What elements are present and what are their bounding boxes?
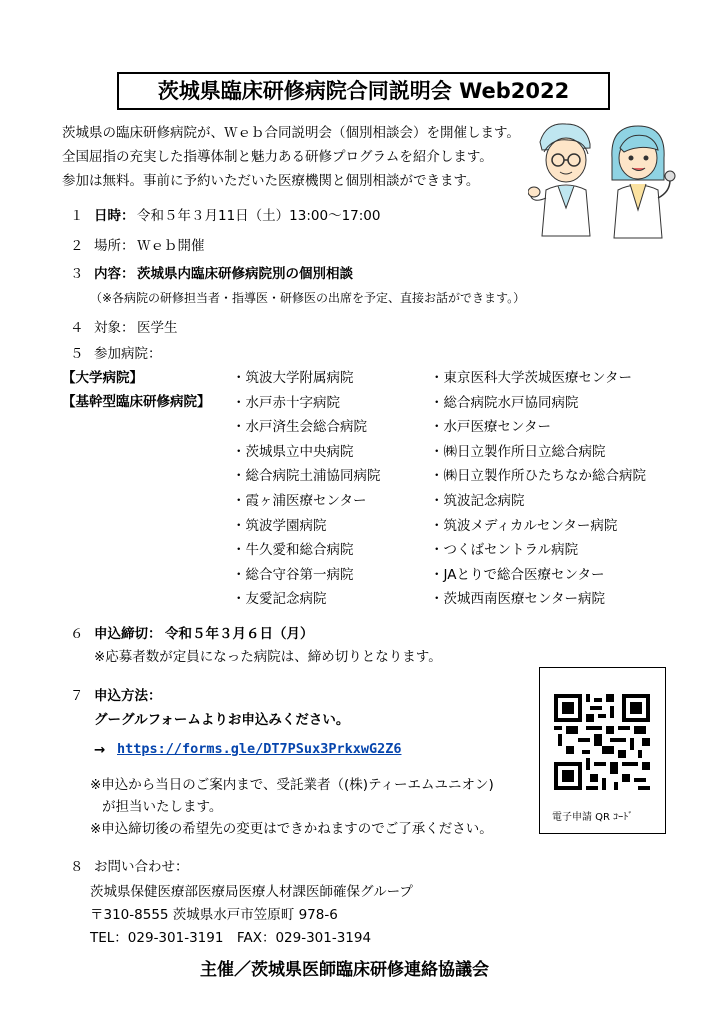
hospital-item: ・筑波学園病院 bbox=[232, 517, 327, 534]
intro-line-1: 茨城県の臨床研修病院が、Ｗｅｂ合同説明会（個別相談会）を開催します。 bbox=[62, 125, 520, 141]
hospital-column-2 bbox=[430, 369, 646, 615]
item-2-number: ２ bbox=[70, 238, 84, 254]
item-7-note-2: が担当いたします。 bbox=[102, 799, 223, 815]
item-1-label: 日時： bbox=[94, 208, 135, 224]
hospital-item: ・筑波メディカルセンター病院 bbox=[430, 517, 618, 534]
hospital-item: ・水戸赤十字病院 bbox=[232, 394, 340, 411]
hospital-item: ・筑波大学附属病院 bbox=[232, 370, 354, 386]
item-8-label: お問い合わせ： bbox=[94, 859, 189, 875]
hospital-item: ・総合病院水戸協同病院 bbox=[430, 394, 579, 411]
organizer: 主催／茨城県医師臨床研修連絡協議会 bbox=[200, 960, 489, 980]
contact-address: 〒310-8555 茨城県水戸市笠原町 978-6 bbox=[90, 907, 338, 923]
hospital-item: ・総合守谷第一病院 bbox=[232, 566, 354, 583]
hospital-item: ・水戸医療センター bbox=[430, 419, 551, 436]
intro-line-2: 全国屈指の充実した指導体制と魅力ある研修プログラムを紹介します。 bbox=[62, 149, 493, 165]
category-university: 【大学病院】 bbox=[62, 370, 143, 386]
item-2-value: Ｗｅｂ開催 bbox=[137, 238, 205, 254]
hospital-item: ・㈱日立製作所日立総合病院 bbox=[430, 443, 606, 460]
page-title: 茨城県臨床研修病院合同説明会 Web2022 bbox=[117, 72, 610, 110]
item-5-number: ５ bbox=[70, 346, 84, 362]
hospital-column-1 bbox=[232, 369, 381, 615]
item-1-number: １ bbox=[70, 208, 84, 224]
hospital-item: ・友愛記念病院 bbox=[232, 591, 327, 608]
hospital-item: ・茨城西南医療センター病院 bbox=[430, 591, 605, 608]
intro-line-3: 参加は無料。事前に予約いただいた医療機関と個別相談ができます。 bbox=[62, 173, 480, 189]
item-8-number: ８ bbox=[70, 859, 84, 875]
qr-code[interactable] bbox=[554, 694, 650, 794]
contact-phone-fax: TEL：029-301-3191 FAX：029-301-3194 bbox=[90, 930, 372, 946]
item-3-number: ３ bbox=[70, 266, 84, 282]
item-6-number: ６ bbox=[70, 626, 84, 642]
qr-caption: 電子申請 QR ｺｰﾄﾞ bbox=[552, 812, 634, 823]
contact-department: 茨城県保健医療部医療局医療人材課医師確保グループ bbox=[90, 884, 413, 900]
hospital-item: ・筑波記念病院 bbox=[430, 492, 525, 509]
item-4-value: 医学生 bbox=[137, 320, 178, 336]
qr-box bbox=[539, 667, 666, 834]
item-3-label: 内容： bbox=[94, 266, 135, 282]
item-3-value: 茨城県内臨床研修病院別の個別相談 bbox=[137, 266, 353, 282]
item-7-note-1: ※申込から当日のご案内まで、受託業者（(株)ティーエムユニオン) bbox=[90, 777, 494, 793]
item-6-note: ※応募者数が定員になった病院は、締め切りとなります。 bbox=[94, 649, 442, 665]
hospital-item: ・水戸済生会総合病院 bbox=[232, 419, 367, 436]
hospital-item: ・茨城県立中央病院 bbox=[232, 443, 354, 460]
item-6-value: 令和５年３月６日（月） bbox=[165, 626, 314, 642]
item-7-label: 申込方法： bbox=[94, 688, 162, 704]
category-core-training: 【基幹型臨床研修病院】 bbox=[62, 394, 211, 410]
hospital-item: ・東京医科大学茨城医療センター bbox=[430, 370, 632, 386]
item-7-instruction: グーグルフォームよりお申込みください。 bbox=[94, 712, 350, 728]
item-1-value: 令和５年３月11日（土）13:00～17:00 bbox=[137, 208, 381, 224]
item-3-note: （※各病院の研修担当者・指導医・研修医の出席を予定、直接お話ができます。） bbox=[90, 291, 526, 305]
hospital-item: ・JAとりで総合医療センター bbox=[430, 566, 605, 583]
item-6-label: 申込締切： bbox=[94, 626, 162, 642]
form-link[interactable]: https://forms.gle/DT7PSux3PrkxwG2Z6 bbox=[117, 741, 402, 757]
item-4-label: 対象： bbox=[94, 320, 135, 336]
item-7-note-3: ※申込締切後の希望先の変更はできかねますのでご了承ください。 bbox=[90, 821, 493, 837]
hospital-item: ・牛久愛和総合病院 bbox=[232, 542, 354, 559]
hospital-item: ・霞ヶ浦医療センター bbox=[232, 492, 367, 509]
item-2-label: 場所： bbox=[94, 238, 135, 254]
hospital-item: ・㈱日立製作所ひたちなか総合病院 bbox=[430, 468, 646, 485]
arrow-icon: → bbox=[94, 742, 106, 758]
item-7-number: ７ bbox=[70, 688, 84, 704]
hospital-item: ・総合病院土浦協同病院 bbox=[232, 468, 381, 485]
item-4-number: ４ bbox=[70, 320, 84, 336]
doctors-illustration bbox=[528, 118, 678, 248]
item-5-label: 参加病院： bbox=[94, 346, 162, 362]
hospital-item: ・つくばセントラル病院 bbox=[430, 542, 579, 559]
